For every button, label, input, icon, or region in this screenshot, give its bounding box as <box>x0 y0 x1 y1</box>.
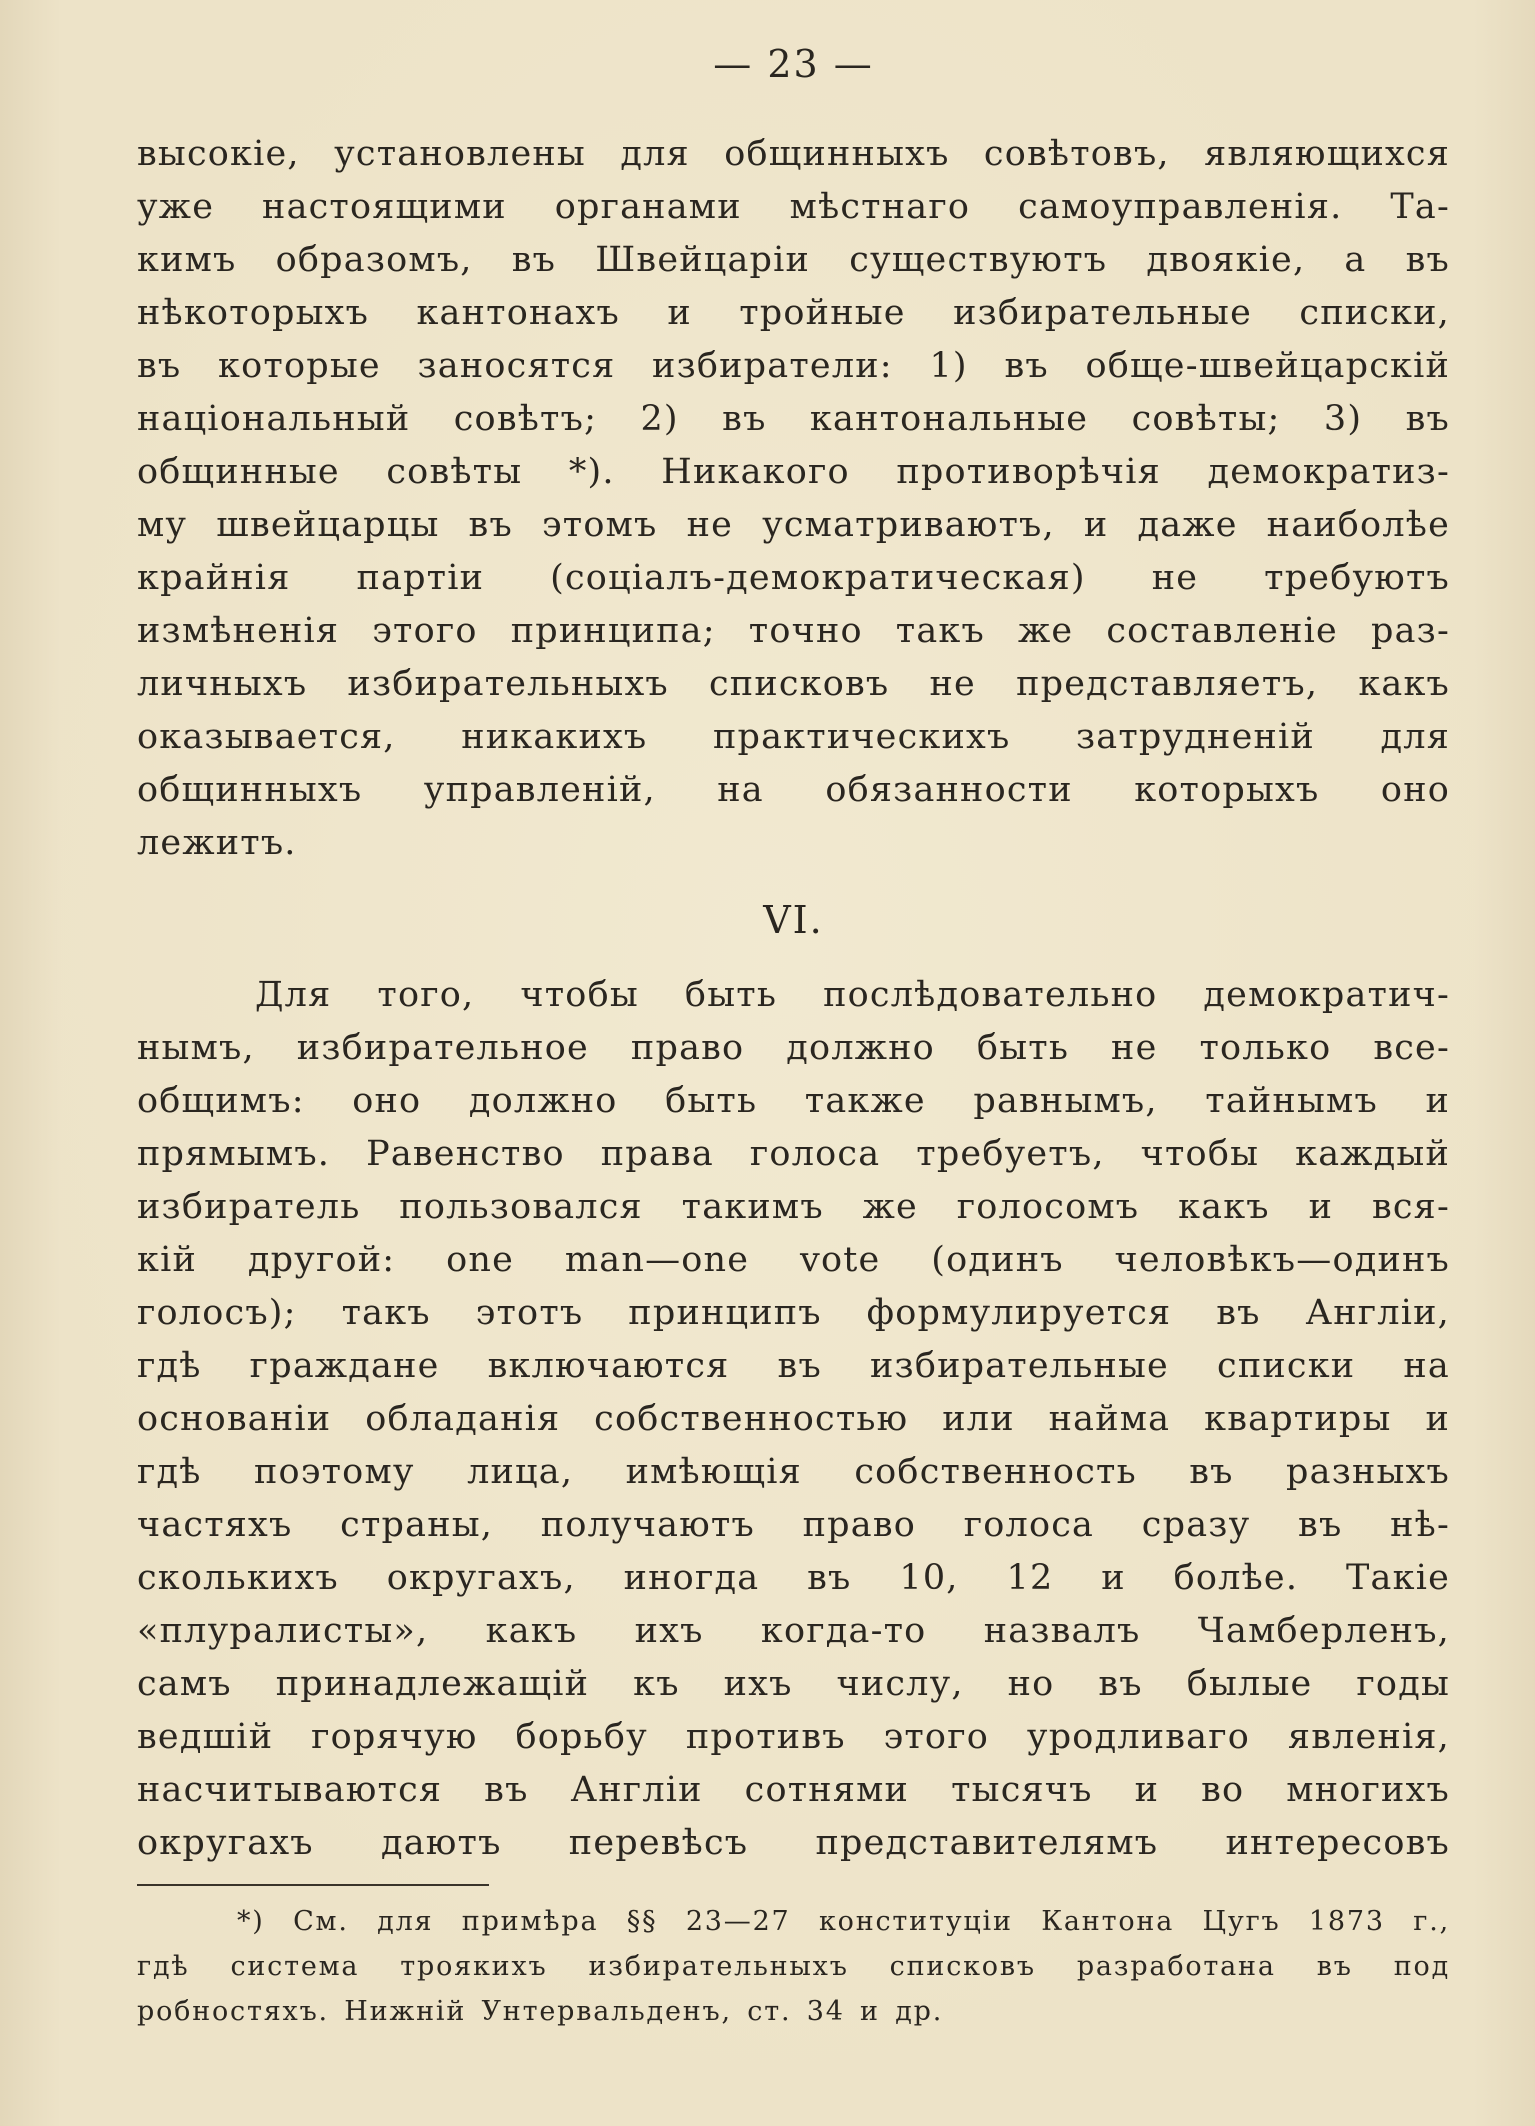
text-line: въ которые заносятся избиратели: 1) въ обще-швейцарскій <box>137 346 1450 386</box>
text-line: частяхъ страны, получаютъ право голоса сразу въ нѣ- <box>137 1505 1450 1545</box>
text-line: гдѣ поэтому лица, имѣющія собственность въ разныхъ <box>137 1452 1450 1492</box>
footnote-rule <box>137 1884 489 1886</box>
text-line: крайнія партіи (соціалъ-демократическая) не требуютъ <box>137 558 1450 598</box>
text-line: голосъ); такъ этотъ принципъ формулируется въ Англіи, <box>137 1293 1450 1333</box>
page-number: — 23 — <box>713 42 874 86</box>
text-line: высокіе, установлены для общинныхъ совѣтовъ, являющихся <box>137 134 1450 174</box>
text-line: кимъ образомъ, въ Швейцаріи существуютъ двоякіе, а въ <box>137 240 1450 280</box>
text-line: оказывается, никакихъ практическихъ затрудненій для <box>137 717 1450 757</box>
text-line: личныхъ избирательныхъ списковъ не представляетъ, какъ <box>137 664 1450 704</box>
section-heading: VI. <box>763 898 824 942</box>
text-line: насчитываются въ Англіи сотнями тысячъ и во многихъ <box>137 1770 1450 1810</box>
text-line: кій другой: one man—one vote (одинъ человѣкъ—одинъ <box>137 1240 1450 1280</box>
footnote-line: робностяхъ. Нижній Унтервальденъ, ст. 34 и др. <box>137 1996 944 2027</box>
text-line: му швейцарцы въ этомъ не усматриваютъ, и даже наиболѣе <box>137 505 1450 545</box>
text-line: гдѣ граждане включаются въ избирательные списки на <box>137 1346 1450 1386</box>
text-line: ведшій горячую борьбу противъ этого уродливаго явленія, <box>137 1717 1450 1757</box>
paragraph-1 <box>137 128 1450 870</box>
text-line: «плуралисты», какъ ихъ когда-то назвалъ Чамберленъ, <box>137 1611 1450 1651</box>
text-line: сколькихъ округахъ, иногда въ 10, 12 и болѣе. Такіе <box>137 1558 1450 1598</box>
footnote-line: *) См. для примѣра §§ 23—27 конституціи Кантона Цугъ 1873 г., <box>237 1906 1450 1937</box>
text-line: уже настоящими органами мѣстнаго самоуправленія. Та- <box>137 187 1450 227</box>
text-line: самъ принадлежащій къ ихъ числу, но въ былые годы <box>137 1664 1450 1704</box>
text-line: общимъ: оно должно быть также равнымъ, тайнымъ и <box>137 1081 1450 1121</box>
text-line: измѣненія этого принципа; точно такъ же составленіе раз- <box>137 611 1450 651</box>
text-line: округахъ даютъ перевѣсъ представителямъ интересовъ <box>137 1823 1450 1863</box>
footnote-line: гдѣ система троякихъ избирательныхъ списковъ разработана въ под <box>137 1951 1450 1982</box>
text-line: Для того, чтобы быть послѣдовательно демократич- <box>255 975 1450 1015</box>
text-line: прямымъ. Равенство права голоса требуетъ, чтобы каждый <box>137 1134 1450 1174</box>
text-line: основаніи обладанія собственностью или найма квартиры и <box>137 1399 1450 1439</box>
text-line: нымъ, избирательное право должно быть не только все- <box>137 1028 1450 1068</box>
text-line: общинные совѣты *). Никакого противорѣчія демократиз- <box>137 452 1450 492</box>
paragraph-2 <box>137 969 1450 1870</box>
text-line: нѣкоторыхъ кантонахъ и тройные избирательные списки, <box>137 293 1450 333</box>
text-line: лежитъ. <box>137 823 297 863</box>
text-line: общинныхъ управленій, на обязанности которыхъ оно <box>137 770 1450 810</box>
text-line: избиратель пользовался такимъ же голосомъ какъ и вся- <box>137 1187 1450 1227</box>
text-line: національный совѣтъ; 2) въ кантональные совѣты; 3) въ <box>137 399 1450 439</box>
